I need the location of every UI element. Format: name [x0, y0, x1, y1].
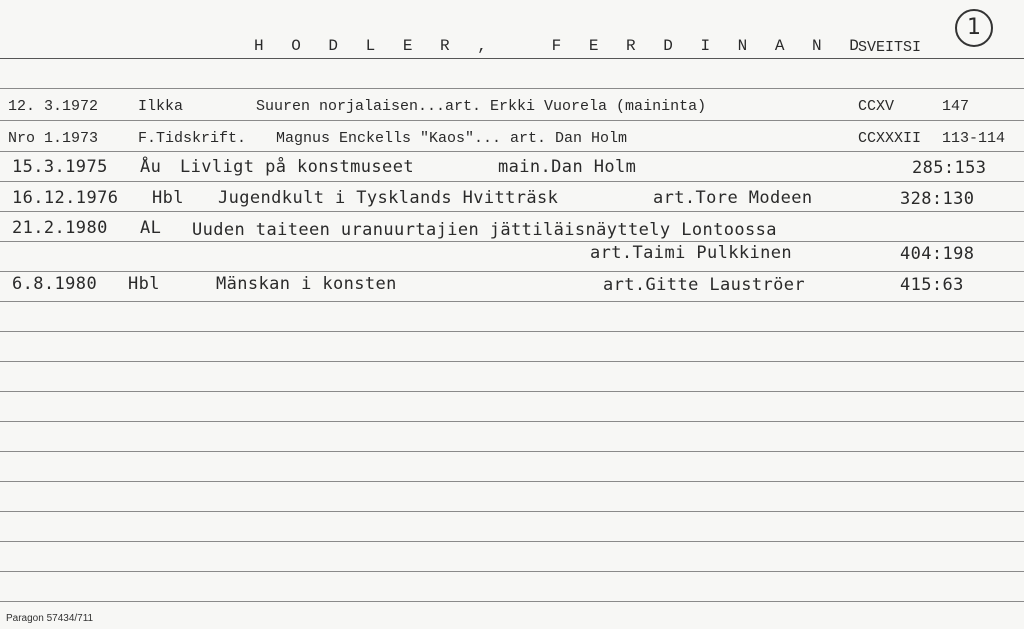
- entry-source: Hbl: [128, 274, 160, 294]
- entry-date: 16.12.1976: [12, 188, 119, 208]
- entry-date: 12. 3.1972: [8, 98, 99, 115]
- ruled-line: [0, 241, 1024, 242]
- entry-page: 113-114: [942, 130, 1006, 147]
- card-number-circle: [955, 9, 993, 47]
- card-number: 1: [967, 15, 981, 40]
- artist-name: H O D L E R , F E R D I N A N D: [254, 37, 868, 55]
- entry-source: Hbl: [152, 188, 184, 208]
- ruled-line: [0, 181, 1024, 182]
- ruled-line: [0, 601, 1024, 602]
- ruled-line: [0, 271, 1024, 272]
- entry-author: art.Tore Modeen: [653, 188, 813, 208]
- entry-source: F.Tidskrift.: [138, 130, 247, 147]
- entry-date: 21.2.1980: [12, 218, 108, 238]
- ruled-line: [0, 541, 1024, 542]
- entry-author: art.Taimi Pulkkinen: [590, 243, 793, 263]
- ruled-line: [0, 451, 1024, 452]
- ruled-line: [0, 391, 1024, 392]
- ruled-line: [0, 481, 1024, 482]
- ruled-line: [0, 88, 1024, 89]
- entry-title: Mänskan i konsten: [216, 274, 397, 294]
- ruled-line: [0, 211, 1024, 212]
- entry-source: Åu: [140, 157, 162, 177]
- entry-title: Livligt på konstmuseet: [180, 157, 414, 177]
- entry-page: 147: [942, 98, 970, 115]
- country-label: SVEITSI: [858, 39, 922, 56]
- ruled-line: [0, 571, 1024, 572]
- entry-volume: CCXXXII: [858, 130, 922, 147]
- ruled-line: [0, 331, 1024, 332]
- entry-source: Ilkka: [138, 98, 184, 115]
- entry-author: main.Dan Holm: [498, 157, 637, 177]
- entry-title: Magnus Enckells "Kaos"... art. Dan Holm: [276, 130, 628, 147]
- entry-ref: 285:153: [912, 158, 987, 178]
- ruled-line: [0, 151, 1024, 152]
- entry-date: Nro 1.1973: [8, 130, 99, 147]
- entry-author: art.Gitte Lauströer: [603, 275, 806, 295]
- entry-title: Uuden taiteen uranuurtajien jättiläisnäyttely Lontoossa: [192, 220, 777, 240]
- ruled-line: [0, 120, 1024, 121]
- entry-source: AL: [140, 218, 162, 238]
- printer-imprint: Paragon 57434/711: [6, 613, 94, 624]
- ruled-line: [0, 511, 1024, 512]
- ruled-line: [0, 301, 1024, 302]
- entry-ref: 404:198: [900, 244, 975, 264]
- entry-date: 6.8.1980: [12, 274, 98, 294]
- entry-title: Suuren norjalaisen...art. Erkki Vuorela (maininta): [256, 98, 707, 115]
- entry-volume: CCXV: [858, 98, 895, 115]
- entry-date: 15.3.1975: [12, 157, 108, 177]
- ruled-line: [0, 58, 1024, 59]
- ruled-line: [0, 421, 1024, 422]
- ruled-line: [0, 361, 1024, 362]
- entry-ref: 328:130: [900, 189, 975, 209]
- entry-ref: 415:63: [900, 275, 964, 295]
- entry-title: Jugendkult i Tysklands Hvitträsk: [218, 188, 559, 208]
